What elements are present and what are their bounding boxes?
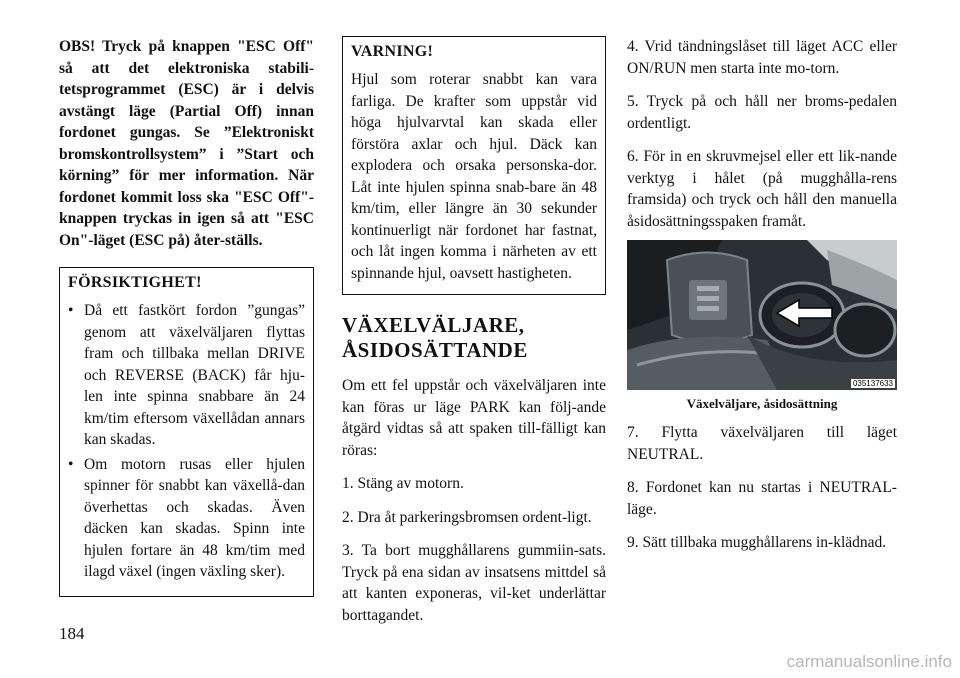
step-9: 9. Sätt tillbaka mugghållarens in-klädnad. — [627, 534, 887, 551]
warning-heading: VARNING! — [351, 43, 434, 60]
step-5: 5. Tryck på och håll ner broms-pedalen ordentligt. — [627, 93, 897, 132]
caution-box — [59, 267, 314, 597]
section-title-line2: ÅSIDOSÄTTANDE — [342, 338, 528, 362]
section-title-line1: VÄXELVÄLJARE, — [342, 313, 525, 337]
step-6: 6. För in en skruvmejsel eller ett lik-nande verktyg i hålet (på mugghålla-rens framsida) och tryck och håll den manuella åsidosättningsspaken framåt. — [627, 148, 897, 230]
section-intro: Om ett fel uppstår och växelväljaren inte kan föras ur läge PARK kan följ-ande åtgärd vidtas så att spaken till-fälligt kan röras: — [342, 377, 606, 459]
column-right — [627, 36, 897, 566]
caution-item-2: • Om motorn rusas eller hjulen spinner för snabbt kan växellå-dan överhettas och skadas. Även däcken kan skadas. Spinn inte hjulen fortare än 48 km/tim med ilagd växel (ingen växling sker). — [68, 454, 305, 583]
step-3: 3. Ta bort mugghållarens gummiin-sats. Tryck på ena sidan av insatsens mittdel så att kanten exponeras, vil-ket underlättar borttagandet. — [342, 542, 606, 624]
warning-text: Hjul som roterar snabbt kan vara farliga. De krafter som uppstår vid höga hjulvarvtal kan skada eller förstöra axlar och hjul. Däck kan explodera och orsaka personska-dor. Låt inte hjulen spinna snab-bare än 48 km/tim, eller längre än 30 sekunder kontinuerligt när fordonet har fastnat, och låt ingen komma i närheten av ett spinnande hjul, oavsett hastigheten. — [351, 71, 597, 282]
section-title — [342, 313, 606, 363]
page-number: 184 — [59, 624, 85, 643]
step-1: 1. Stäng av motorn. — [342, 475, 464, 492]
step-8: 8. Fordonet kan nu startas i NEUTRAL-läge. — [627, 479, 897, 518]
shifter-console-illustration — [627, 240, 897, 390]
esc-note: OBS! Tryck på knappen "ESC Off" så att det elektroniska stabili-tetsprogrammet (ESC) är i delvis avstängt läge (Partial Off) innan fordonet gungas. Se ”Elektroniskt bromskontrollsystem” i ”Start och körning” för mer information. När fordonet kommit loss ska "ESC Off"-knappen tryckas in igen så att "ESC On"-läget (ESC på) åter-ställs. — [59, 38, 314, 249]
watermark: carmanualsonline.info — [786, 652, 952, 671]
shifter-override-figure — [627, 240, 897, 390]
step-2: 2. Dra åt parkeringsbromsen ordent-ligt. — [342, 508, 592, 526]
step-4: 4. Vrid tändningslåset till läget ACC eller ON/RUN men starta inte mo-torn. — [627, 38, 897, 77]
step-7: 7. Flytta växelväljaren till läget NEUTRAL. — [627, 424, 897, 463]
column-middle — [342, 36, 606, 638]
figure-caption: Växelväljare, åsidosättning — [686, 396, 838, 411]
warning-box — [342, 36, 606, 295]
figure-code: 035137633 — [852, 379, 893, 388]
caution-heading: FÖRSIKTIGHET! — [68, 274, 202, 291]
caution-list — [68, 300, 305, 583]
caution-item-1: • Då ett fastkört fordon ”gungas” genom att växelväljaren flyttas fram och tillbaka mellan DRIVE och REVERSE (BACK) får hju-len inte spinna snabbare än 24 km/tim eftersom växellådan annars kan skadas. — [68, 300, 305, 451]
column-left — [59, 36, 314, 597]
